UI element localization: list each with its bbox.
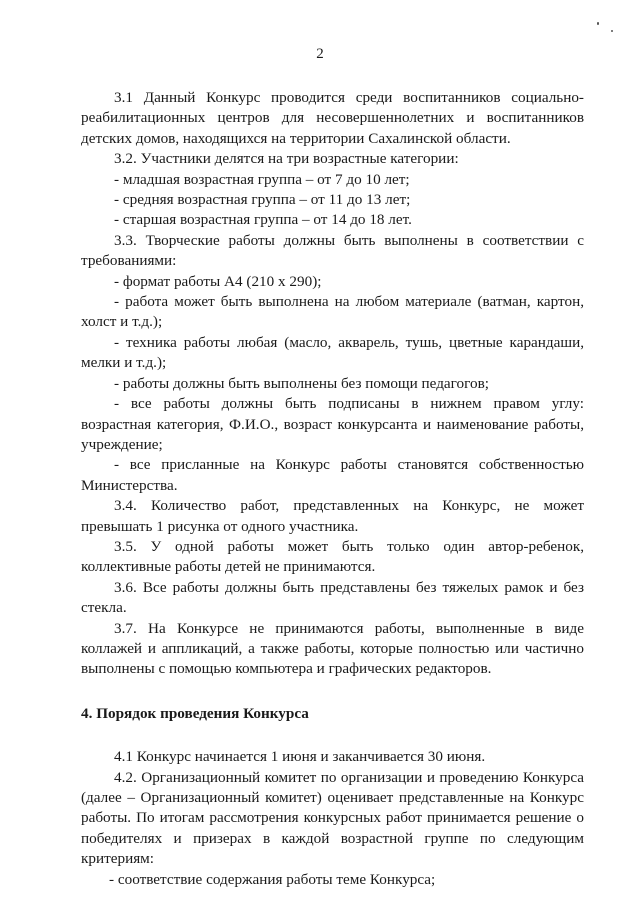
list-item-signature: - все работы должны быть подписаны в нижнем правом углу: возрастная категория, Ф.И.О., возраст конкурсанта и наименование работы, учреждение;	[81, 395, 584, 453]
list-item-format: - формат работы А4 (210 х 290);	[114, 272, 322, 290]
list-item-age-junior: - младшая возрастная группа – от 7 до 10 лет;	[114, 170, 410, 188]
paragraph-3-6: 3.6. Все работы должны быть представлены без тяжелых рамок и без стекла.	[81, 578, 584, 617]
document-body	[81, 88, 584, 890]
list-item-material: - работа может быть выполнена на любом материале (ватман, картон, холст и т.д.);	[81, 293, 584, 331]
list-item-criteria-theme: - соответствие содержания работы теме Конкурса;	[109, 870, 436, 888]
paragraph-3-1: 3.1 Данный Конкурс проводится среди воспитанников социально-реабилитационных центров для несовершеннолетних и воспитанников детских домов, находящихся на территории Сахалинской области.	[81, 89, 584, 147]
section-4-heading: 4. Порядок проведения Конкурса	[81, 704, 309, 722]
paragraph-4-1: 4.1 Конкурс начинается 1 июня и заканчивается 30 июня.	[114, 748, 486, 766]
list-item-ownership: - все присланные на Конкурс работы становятся собственностью Министерства.	[81, 456, 584, 494]
paragraph-4-2: 4.2. Организационный комитет по организации и проведению Конкурса (далее – Организационный комитет) оценивает представленные на Конкурс работы. По итогам рассмотрения конкурсных работ принимается решение о победителях и призерах в каждой возрастной группе по следующим критериям:	[81, 768, 584, 868]
scan-speck	[597, 22, 599, 25]
list-item-no-teacher-help: - работы должны быть выполнены без помощи педагогов;	[114, 374, 489, 392]
paragraph-3-7: 3.7. На Конкурсе не принимаются работы, выполненные в виде коллажей и аппликаций, а также работы, которые полностью или частично выполнены с помощью компьютера и графических редакторов.	[81, 619, 584, 678]
paragraph-3-3: 3.3. Творческие работы должны быть выполнены в соответствии с требованиями:	[81, 231, 584, 270]
list-item-age-senior: - старшая возрастная группа – от 14 до 18 лет.	[114, 211, 412, 229]
paragraph-3-2: 3.2. Участники делятся на три возрастные категории:	[114, 150, 459, 168]
paragraph-3-4: 3.4. Количество работ, представленных на Конкурс, не может превышать 1 рисунка от одного участника.	[81, 497, 584, 535]
paragraph-3-5: 3.5. У одной работы может быть только один автор-ребенок, коллективные работы детей не принимаются.	[81, 537, 584, 576]
list-item-age-middle: - средняя возрастная группа – от 11 до 13 лет;	[114, 191, 411, 209]
page-number: 2	[316, 46, 324, 62]
scan-speck	[611, 30, 613, 32]
list-item-technique: - техника работы любая (масло, акварель, тушь, цветные карандаши, мелки и т.д.);	[81, 333, 584, 372]
